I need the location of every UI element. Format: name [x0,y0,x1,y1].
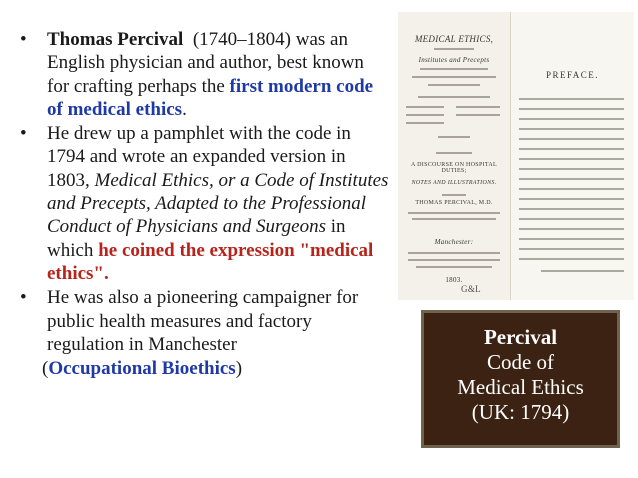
title-page [398,12,511,300]
book-page-image [398,12,634,300]
book-author: THOMAS PERCIVAL, M.D. [415,200,493,206]
book-notes: NOTES AND ILLUSTRATIONS. [411,180,497,186]
paren-close: ) [235,358,243,380]
campaigner-text: He was also a pioneering campaigner for public health measures and factory regulation in Manchester [47,287,359,355]
box-line-ethics: Medical Ethics [457,375,584,399]
book-discourse: A DISCOURSE ON HOSPITAL DUTIES; [411,162,497,174]
book-year: 1803. [445,276,463,284]
bullet-dot: • [20,29,27,50]
box-line-code: Code of [486,350,555,374]
book-title-text: MEDICAL ETHICS, [414,34,494,44]
book-subtitle: Institutes and Precepts [418,56,490,64]
percival-code-box [421,310,620,448]
pamphlet-text-cont: in which [47,216,346,261]
bullet-dot: • [20,287,27,309]
pamphlet-text: He drew up a pamphlet with the code in 1794 and wrote an expanded version in 1803, [47,123,351,191]
page-mark: G&L [461,284,481,294]
period: . [182,98,187,120]
occupational-bioethics-link[interactable]: Occupational Bioethics [48,358,236,380]
bullet-percival-intro [20,28,390,121]
book-title: Medical Ethics, or a Code of Institutes and Precepts, Adapted to the Professional Conduct of Physicians and Surgeons [47,169,389,238]
bullet-campaigner [20,286,390,356]
highlight-first-code: first modern code of medical ethics [47,75,374,120]
box-line-year: (UK: 1794) [471,400,570,424]
intro-text: (1740–1804) was an English physician and author, best known for crafting perhaps the [47,29,364,97]
highlight-coined: he coined the expression "medical ethics". [47,239,374,284]
preface-page [511,12,634,300]
bullet-pamphlet [20,122,390,285]
paren-open: ( [42,358,49,380]
box-title: Percival [483,325,558,349]
bullet-dot: • [20,123,27,145]
person-name: Thomas Percival [47,29,184,50]
book-place: Manchester: [434,238,474,246]
slide-text [20,28,390,380]
preface-heading: PREFACE. [545,70,600,80]
bioethics-reference [20,357,390,380]
